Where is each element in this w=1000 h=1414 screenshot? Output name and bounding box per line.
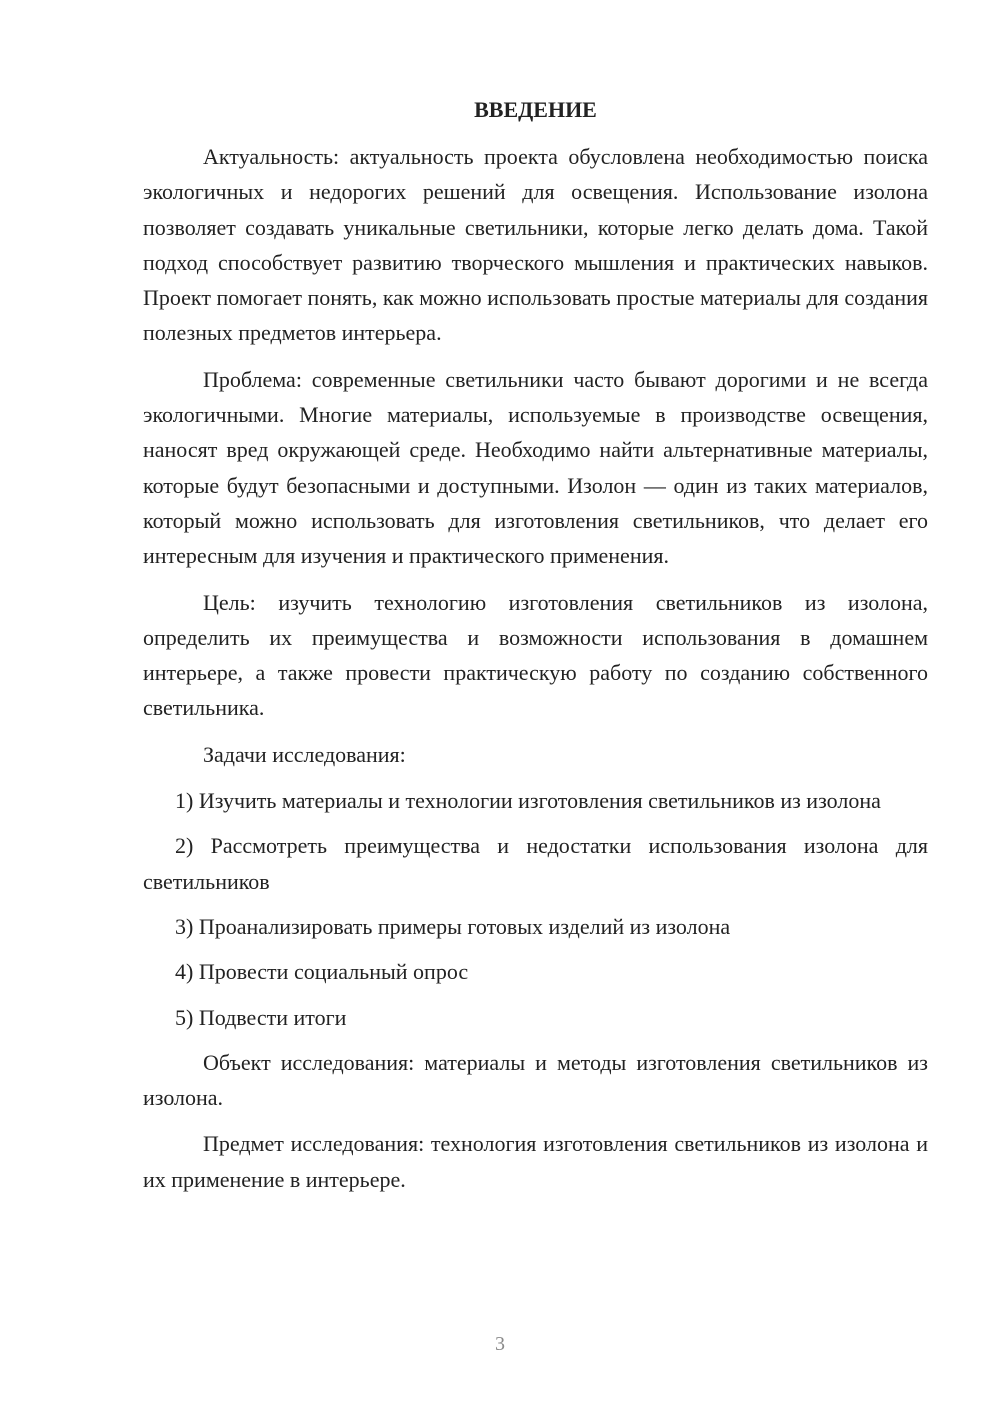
list-item: 5) Подвести итоги xyxy=(175,1004,347,1030)
list-item: 4) Провести социальный опрос xyxy=(175,959,469,985)
paragraph-tasks-title: Задачи исследования: xyxy=(203,741,406,767)
page-number: 3 xyxy=(495,1333,505,1355)
section-heading: ВВЕДЕНИЕ xyxy=(474,97,597,122)
list-item: 1) Изучить материалы и технологии изготовления светильников из изолона xyxy=(175,788,881,814)
list-item: 2) Рассмотреть преимущества и недостатки использования изолона для светильников xyxy=(143,833,928,894)
list-item: 3) Проанализировать примеры готовых изделий из изолона xyxy=(175,913,731,939)
paragraph-subject: Предмет исследования: технология изготовления светильников из изолона и их применение в интерьере. xyxy=(143,1131,928,1192)
tasks-list xyxy=(143,783,928,1035)
page-content xyxy=(143,92,928,1208)
paragraph-problem: Проблема: современные светильники часто бывают дорогими и не всегда экологичными. Многие материалы, используемые в производстве освещения, наносят вред окружающей среде. Необходимо найти альтернативные материалы, которые будут безопасными и доступными. Изолон — один из таких материалов, который можно использовать для изготовления светильников, что делает его интересным для изучения и практического применения. xyxy=(143,366,928,569)
paragraph-goal: Цель: изучить технологию изготовления светильников из изолона, определить их преимущества и возможности использования в домашнем интерьере, а также провести практическую работу по созданию собственного светильника. xyxy=(143,589,928,721)
paragraph-relevance: Актуальность: актуальность проекта обусловлена необходимостью поиска экологичных и недорогих решений для освещения. Использование изолона позволяет создавать уникальные светильники, которые легко делать дома. Такой подход способствует развитию творческого мышления и практических навыков. Проект помогает понять, как можно использовать простые материалы для создания полезных предметов интерьера. xyxy=(143,144,928,346)
paragraph-object: Объект исследования: материалы и методы изготовления светильников из изолона. xyxy=(143,1049,928,1111)
